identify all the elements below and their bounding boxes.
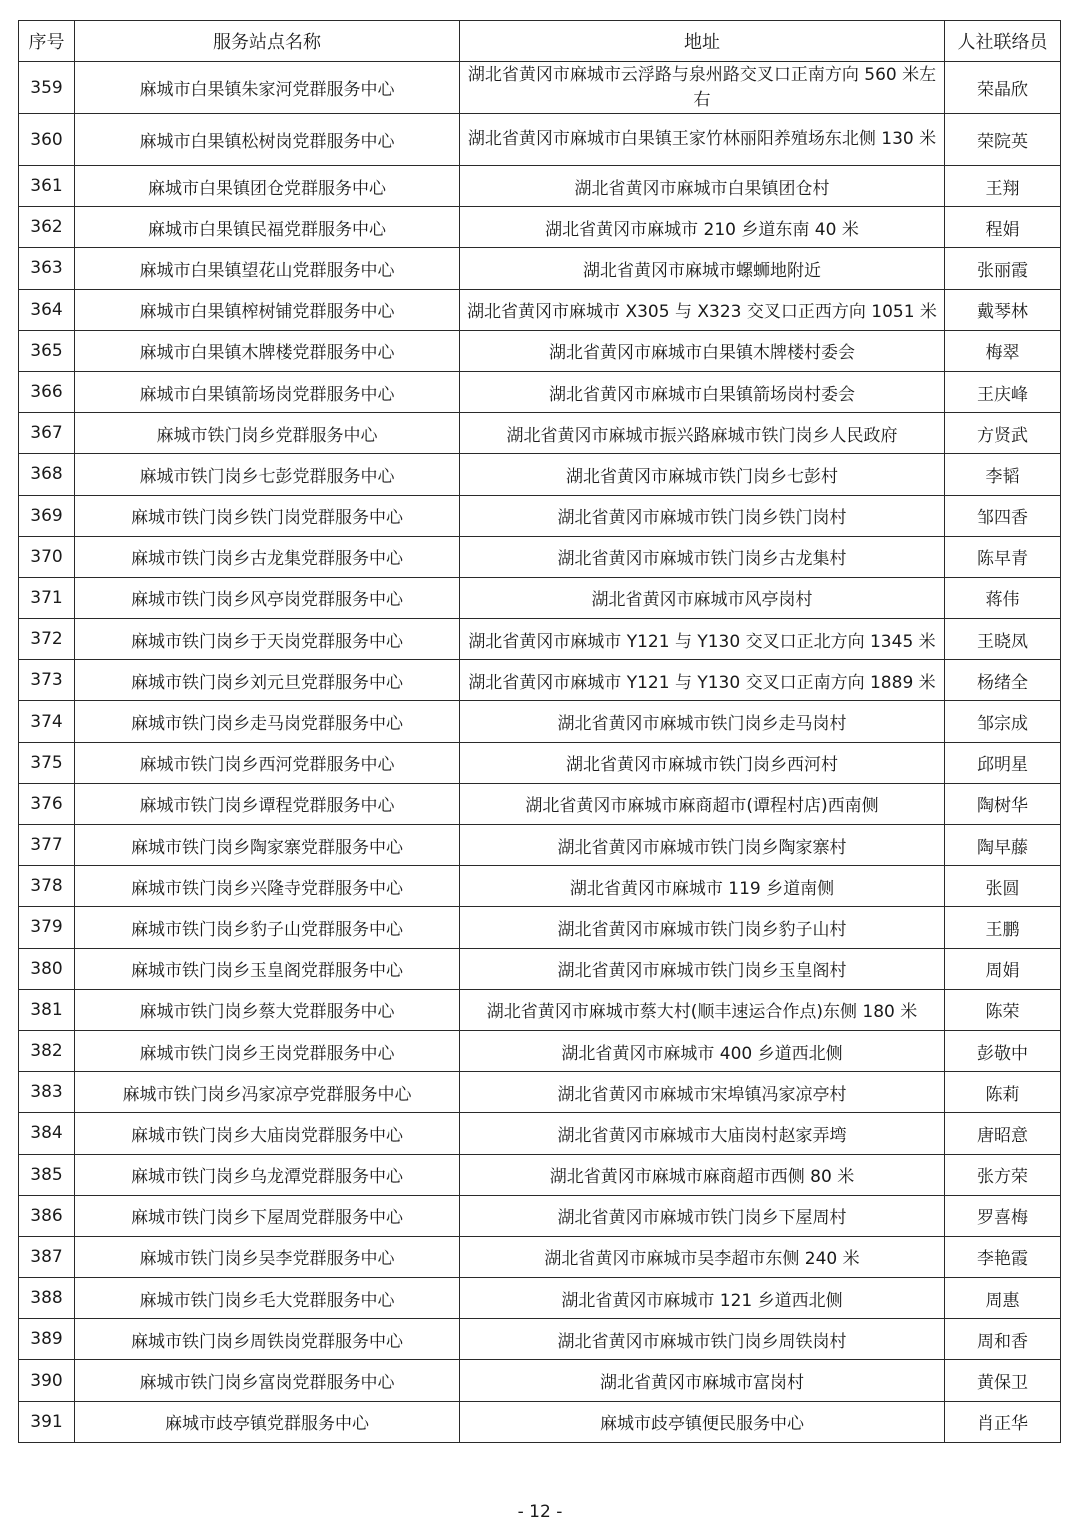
address-cell: 湖北省黄冈市麻城市铁门岗乡周铁岗村 [460,1319,945,1360]
hr-liaison-cell: 王翔 [945,166,1061,207]
hr-liaison-cell: 陈早青 [945,536,1061,577]
hr-liaison-cell: 程娟 [945,207,1061,248]
station-name-cell: 麻城市铁门岗乡玉皇阁党群服务中心 [75,948,460,989]
table-header [19,21,1061,62]
serial-number-cell: 388 [19,1278,75,1319]
address-cell: 湖北省黄冈市麻城市风亭岗村 [460,577,945,618]
hr-liaison-cell: 荣院英 [945,114,1061,166]
table-row [19,619,1061,660]
station-name-cell: 麻城市铁门岗乡走马岗党群服务中心 [75,701,460,742]
header-row [19,21,1061,62]
serial-number-cell: 381 [19,989,75,1030]
table-row [19,989,1061,1030]
hr-liaison-cell: 唐昭意 [945,1113,1061,1154]
hr-liaison-cell: 陶早藤 [945,825,1061,866]
table-row [19,1113,1061,1154]
table-row [19,907,1061,948]
address-cell: 湖北省黄冈市麻城市振兴路麻城市铁门岗乡人民政府 [460,413,945,454]
station-name-cell: 麻城市白果镇木牌楼党群服务中心 [75,330,460,371]
station-name-cell: 麻城市白果镇民福党群服务中心 [75,207,460,248]
header-address: 地址 [460,21,945,62]
table-row [19,577,1061,618]
table-row [19,1401,1061,1442]
table-row [19,660,1061,701]
serial-number-cell: 383 [19,1072,75,1113]
serial-number-cell: 390 [19,1360,75,1401]
table-row [19,1236,1061,1277]
address-cell: 湖北省黄冈市麻城市麻商超市(谭程村店)西南侧 [460,783,945,824]
page-number: - 12 - [517,1502,563,1522]
address-cell: 湖北省黄冈市麻城市宋埠镇冯家凉亭村 [460,1072,945,1113]
station-name-cell: 麻城市铁门岗乡吴李党群服务中心 [75,1236,460,1277]
station-name-cell: 麻城市铁门岗乡西河党群服务中心 [75,742,460,783]
serial-number-cell: 389 [19,1319,75,1360]
address-cell: 湖北省黄冈市麻城市铁门岗乡豹子山村 [460,907,945,948]
address-cell: 湖北省黄冈市麻城市 Y121 与 Y130 交叉口正南方向 1889 米 [460,660,945,701]
address-cell: 湖北省黄冈市麻城市铁门岗乡走马岗村 [460,701,945,742]
hr-liaison-cell: 邱明星 [945,742,1061,783]
address-cell: 湖北省黄冈市麻城市铁门岗乡玉皇阁村 [460,948,945,989]
table-row [19,783,1061,824]
table-row [19,1030,1061,1071]
station-name-cell: 麻城市铁门岗乡谭程党群服务中心 [75,783,460,824]
table-row [19,866,1061,907]
hr-liaison-cell: 周和香 [945,1319,1061,1360]
hr-liaison-cell: 彭敬中 [945,1030,1061,1071]
serial-number-cell: 387 [19,1236,75,1277]
serial-number-cell: 361 [19,166,75,207]
hr-liaison-cell: 邹宗成 [945,701,1061,742]
table-row [19,536,1061,577]
serial-number-cell: 368 [19,454,75,495]
address-cell: 湖北省黄冈市麻城市 210 乡道东南 40 米 [460,207,945,248]
address-cell: 湖北省黄冈市麻城市铁门岗乡西河村 [460,742,945,783]
serial-number-cell: 375 [19,742,75,783]
serial-number-cell: 363 [19,248,75,289]
table-row [19,1278,1061,1319]
table-row [19,413,1061,454]
table-row [19,1319,1061,1360]
table-row [19,742,1061,783]
address-cell: 湖北省黄冈市麻城市白果镇木牌楼村委会 [460,330,945,371]
address-cell: 湖北省黄冈市麻城市铁门岗乡铁门岗村 [460,495,945,536]
serial-number-cell: 373 [19,660,75,701]
address-cell: 湖北省黄冈市麻城市 119 乡道南侧 [460,866,945,907]
station-name-cell: 麻城市白果镇松树岗党群服务中心 [75,114,460,166]
address-cell: 湖北省黄冈市麻城市 400 乡道西北侧 [460,1030,945,1071]
serial-number-cell: 382 [19,1030,75,1071]
address-cell: 湖北省黄冈市麻城市白果镇王家竹林丽阳养殖场东北侧 130 米 [460,114,945,166]
station-name-cell: 麻城市铁门岗乡党群服务中心 [75,413,460,454]
address-cell: 湖北省黄冈市麻城市白果镇箭场岗村委会 [460,371,945,412]
serial-number-cell: 369 [19,495,75,536]
table-body [19,62,1061,1443]
address-cell: 湖北省黄冈市麻城市 X305 与 X323 交叉口正西方向 1051 米 [460,289,945,330]
address-cell: 湖北省黄冈市麻城市铁门岗乡陶家寨村 [460,825,945,866]
table-row [19,1195,1061,1236]
hr-liaison-cell: 陈莉 [945,1072,1061,1113]
serial-number-cell: 366 [19,371,75,412]
station-name-cell: 麻城市白果镇朱家河党群服务中心 [75,62,460,114]
hr-liaison-cell: 周惠 [945,1278,1061,1319]
serial-number-cell: 371 [19,577,75,618]
table-row [19,495,1061,536]
serial-number-cell: 385 [19,1154,75,1195]
hr-liaison-cell: 王庆峰 [945,371,1061,412]
serial-number-cell: 370 [19,536,75,577]
serial-number-cell: 386 [19,1195,75,1236]
table-row [19,825,1061,866]
station-name-cell: 麻城市铁门岗乡七彭党群服务中心 [75,454,460,495]
station-name-cell: 麻城市铁门岗乡冯家凉亭党群服务中心 [75,1072,460,1113]
station-name-cell: 麻城市铁门岗乡豹子山党群服务中心 [75,907,460,948]
table-row [19,1154,1061,1195]
hr-liaison-cell: 黄保卫 [945,1360,1061,1401]
table-row [19,948,1061,989]
serial-number-cell: 384 [19,1113,75,1154]
station-name-cell: 麻城市白果镇望花山党群服务中心 [75,248,460,289]
station-name-cell: 麻城市铁门岗乡兴隆寺党群服务中心 [75,866,460,907]
hr-liaison-cell: 王鹏 [945,907,1061,948]
serial-number-cell: 364 [19,289,75,330]
station-name-cell: 麻城市铁门岗乡富岗党群服务中心 [75,1360,460,1401]
address-cell: 湖北省黄冈市麻城市蔡大村(顺丰速运合作点)东侧 180 米 [460,989,945,1030]
serial-number-cell: 376 [19,783,75,824]
station-name-cell: 麻城市白果镇榨树铺党群服务中心 [75,289,460,330]
hr-liaison-cell: 方贤武 [945,413,1061,454]
table-row [19,701,1061,742]
address-cell: 湖北省黄冈市麻城市 121 乡道西北侧 [460,1278,945,1319]
hr-liaison-cell: 张方荣 [945,1154,1061,1195]
hr-liaison-cell: 周娟 [945,948,1061,989]
address-cell: 湖北省黄冈市麻城市铁门岗乡七彭村 [460,454,945,495]
station-name-cell: 麻城市铁门岗乡陶家寨党群服务中心 [75,825,460,866]
hr-liaison-cell: 李艳霞 [945,1236,1061,1277]
station-name-cell: 麻城市铁门岗乡乌龙潭党群服务中心 [75,1154,460,1195]
hr-liaison-cell: 李韬 [945,454,1061,495]
hr-liaison-cell: 梅翠 [945,330,1061,371]
header-hr-liaison: 人社联络员 [945,21,1061,62]
address-cell: 湖北省黄冈市麻城市白果镇团仓村 [460,166,945,207]
address-cell: 湖北省黄冈市麻城市麻商超市西侧 80 米 [460,1154,945,1195]
table-row [19,62,1061,114]
serial-number-cell: 374 [19,701,75,742]
table-row [19,371,1061,412]
hr-liaison-cell: 王晓凤 [945,619,1061,660]
hr-liaison-cell: 罗喜梅 [945,1195,1061,1236]
station-name-cell: 麻城市铁门岗乡刘元旦党群服务中心 [75,660,460,701]
hr-liaison-cell: 陈荣 [945,989,1061,1030]
hr-liaison-cell: 荣晶欣 [945,62,1061,114]
serial-number-cell: 372 [19,619,75,660]
table-row [19,166,1061,207]
address-cell: 湖北省黄冈市麻城市吴李超市东侧 240 米 [460,1236,945,1277]
station-name-cell: 麻城市铁门岗乡王岗党群服务中心 [75,1030,460,1071]
table-row [19,289,1061,330]
table-row [19,1072,1061,1113]
header-serial-number: 序号 [19,21,75,62]
serial-number-cell: 359 [19,62,75,114]
station-name-cell: 麻城市歧亭镇党群服务中心 [75,1401,460,1442]
station-name-cell: 麻城市铁门岗乡大庙岗党群服务中心 [75,1113,460,1154]
hr-liaison-cell: 杨绪全 [945,660,1061,701]
hr-liaison-cell: 戴琴林 [945,289,1061,330]
serial-number-cell: 367 [19,413,75,454]
station-name-cell: 麻城市铁门岗乡古龙集党群服务中心 [75,536,460,577]
hr-liaison-cell: 陶树华 [945,783,1061,824]
station-name-cell: 麻城市铁门岗乡于天岗党群服务中心 [75,619,460,660]
station-name-cell: 麻城市铁门岗乡铁门岗党群服务中心 [75,495,460,536]
serial-number-cell: 365 [19,330,75,371]
hr-liaison-cell: 张丽霞 [945,248,1061,289]
hr-liaison-cell: 张圆 [945,866,1061,907]
serial-number-cell: 391 [19,1401,75,1442]
station-name-cell: 麻城市铁门岗乡下屋周党群服务中心 [75,1195,460,1236]
address-cell: 湖北省黄冈市麻城市螺蛳地附近 [460,248,945,289]
serial-number-cell: 377 [19,825,75,866]
serial-number-cell: 380 [19,948,75,989]
address-cell: 湖北省黄冈市麻城市 Y121 与 Y130 交叉口正北方向 1345 米 [460,619,945,660]
address-cell: 湖北省黄冈市麻城市大庙岗村赵家弄塆 [460,1113,945,1154]
station-name-cell: 麻城市白果镇箭场岗党群服务中心 [75,371,460,412]
table-row [19,114,1061,166]
table-row [19,454,1061,495]
serial-number-cell: 378 [19,866,75,907]
station-name-cell: 麻城市铁门岗乡蔡大党群服务中心 [75,989,460,1030]
station-name-cell: 麻城市铁门岗乡风亭岗党群服务中心 [75,577,460,618]
hr-liaison-cell: 邹四香 [945,495,1061,536]
station-name-cell: 麻城市白果镇团仓党群服务中心 [75,166,460,207]
address-cell: 麻城市歧亭镇便民服务中心 [460,1401,945,1442]
address-cell: 湖北省黄冈市麻城市铁门岗乡下屋周村 [460,1195,945,1236]
hr-liaison-cell: 蒋伟 [945,577,1061,618]
table-row [19,207,1061,248]
table-row [19,1360,1061,1401]
address-cell: 湖北省黄冈市麻城市云浮路与泉州路交叉口正南方向 560 米左右 [460,62,945,114]
station-name-cell: 麻城市铁门岗乡毛大党群服务中心 [75,1278,460,1319]
station-name-cell: 麻城市铁门岗乡周铁岗党群服务中心 [75,1319,460,1360]
service-station-table [18,20,1061,1443]
address-cell: 湖北省黄冈市麻城市铁门岗乡古龙集村 [460,536,945,577]
serial-number-cell: 360 [19,114,75,166]
hr-liaison-cell: 肖正华 [945,1401,1061,1442]
header-station-name: 服务站点名称 [75,21,460,62]
address-cell: 湖北省黄冈市麻城市富岗村 [460,1360,945,1401]
table-row [19,248,1061,289]
serial-number-cell: 362 [19,207,75,248]
serial-number-cell: 379 [19,907,75,948]
table-row [19,330,1061,371]
